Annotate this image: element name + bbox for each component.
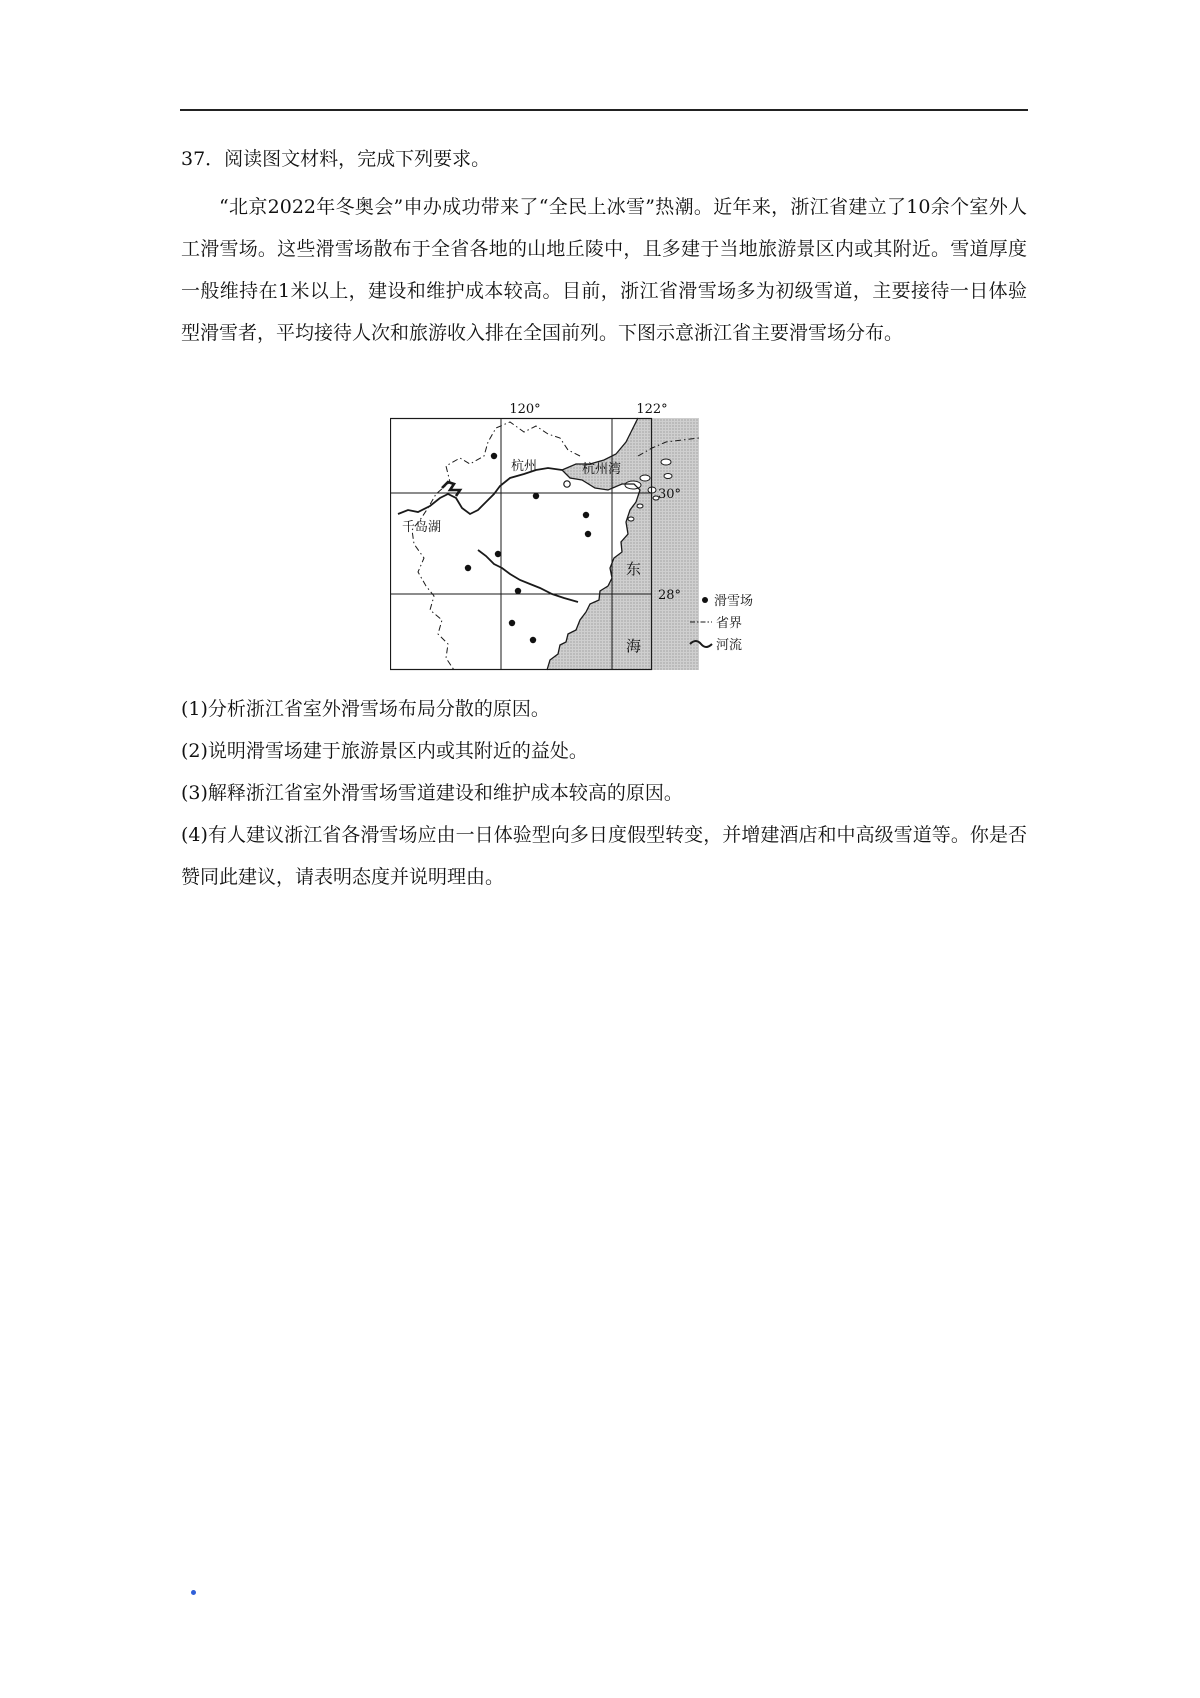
sub-question-4: (4)有人建议浙江省各滑雪场应由一日体验型向多日度假型转变，并增建酒店和中高级雪道等。你是否赞同此建议，请表明态度并说明理由。: [181, 824, 1027, 888]
header-rule: [180, 109, 1028, 111]
lat-label-30: 30°: [658, 487, 682, 502]
hangzhou-label: 杭州: [510, 459, 538, 474]
province-border: [412, 422, 580, 670]
reading-passage: “北京2022年冬奥会”申办成功带来了“全民上冰雪”热潮。近年来，浙江省建立了10余个室外人工滑雪场。这些滑雪场散布于全省各地的山地丘陵中，且多建于当地旅游景区内或其附近。雪道厚度一般维持在1米以上，建设和维护成本较高。目前，浙江省滑雪场多为初级雪道，主要接待一日体验型滑雪者，平均接待人次和旅游收入排在全国前列。下图示意浙江省主要滑雪场分布。: [181, 196, 1027, 344]
legend-border-label: 省界: [716, 616, 743, 631]
island-shape: [661, 459, 671, 465]
ski-resort-dot: [583, 512, 589, 518]
ski-resort-dot: [533, 493, 539, 499]
sub-question-3: (3)解释浙江省室外滑雪场雪道建设和维护成本较高的原因。: [181, 782, 683, 804]
hangzhou-bay-label: 杭州湾: [582, 462, 622, 477]
legend-ski-resort-symbol: [702, 597, 708, 603]
ski-resort-map: [390, 398, 810, 678]
island-shape: [640, 475, 650, 481]
river-qiandao-lake: [442, 482, 460, 496]
ski-resort-dot: [515, 588, 521, 594]
ski-resort-dot: [509, 620, 515, 626]
east-sea-label-1: 东: [626, 560, 642, 578]
lat-label-28: 28°: [658, 588, 682, 603]
ski-resort-dot: [495, 551, 501, 557]
east-sea-label-2: 海: [626, 637, 642, 655]
island-shape: [637, 504, 643, 508]
ski-resort-dot: [585, 531, 591, 537]
sub-question-2: (2)说明滑雪场建于旅游景区内或其附近的益处。: [181, 740, 588, 762]
lon-label-122: 122°: [636, 402, 668, 417]
legend-river-label: 河流: [716, 638, 743, 653]
hangzhou-city-marker: [564, 481, 570, 487]
east-sea-area: [547, 418, 699, 670]
sub-question-1: (1)分析浙江省室外滑雪场布局分散的原因。: [181, 698, 550, 720]
ski-resort-dot: [530, 637, 536, 643]
legend-ski-resort-label: 滑雪场: [714, 594, 754, 609]
map-legend: [690, 593, 753, 653]
river-qiantang: [398, 468, 562, 514]
island-shape: [628, 517, 634, 521]
lon-label-120: 120°: [509, 402, 541, 417]
question-title: 37．阅读图文材料，完成下列要求。: [181, 148, 491, 170]
island-shape: [664, 474, 672, 479]
ski-resort-dot: [465, 565, 471, 571]
ski-resort-dot: [491, 453, 497, 459]
qiandao-lake-label: 千岛湖: [402, 520, 442, 535]
page-marker-dot: [191, 1590, 196, 1595]
